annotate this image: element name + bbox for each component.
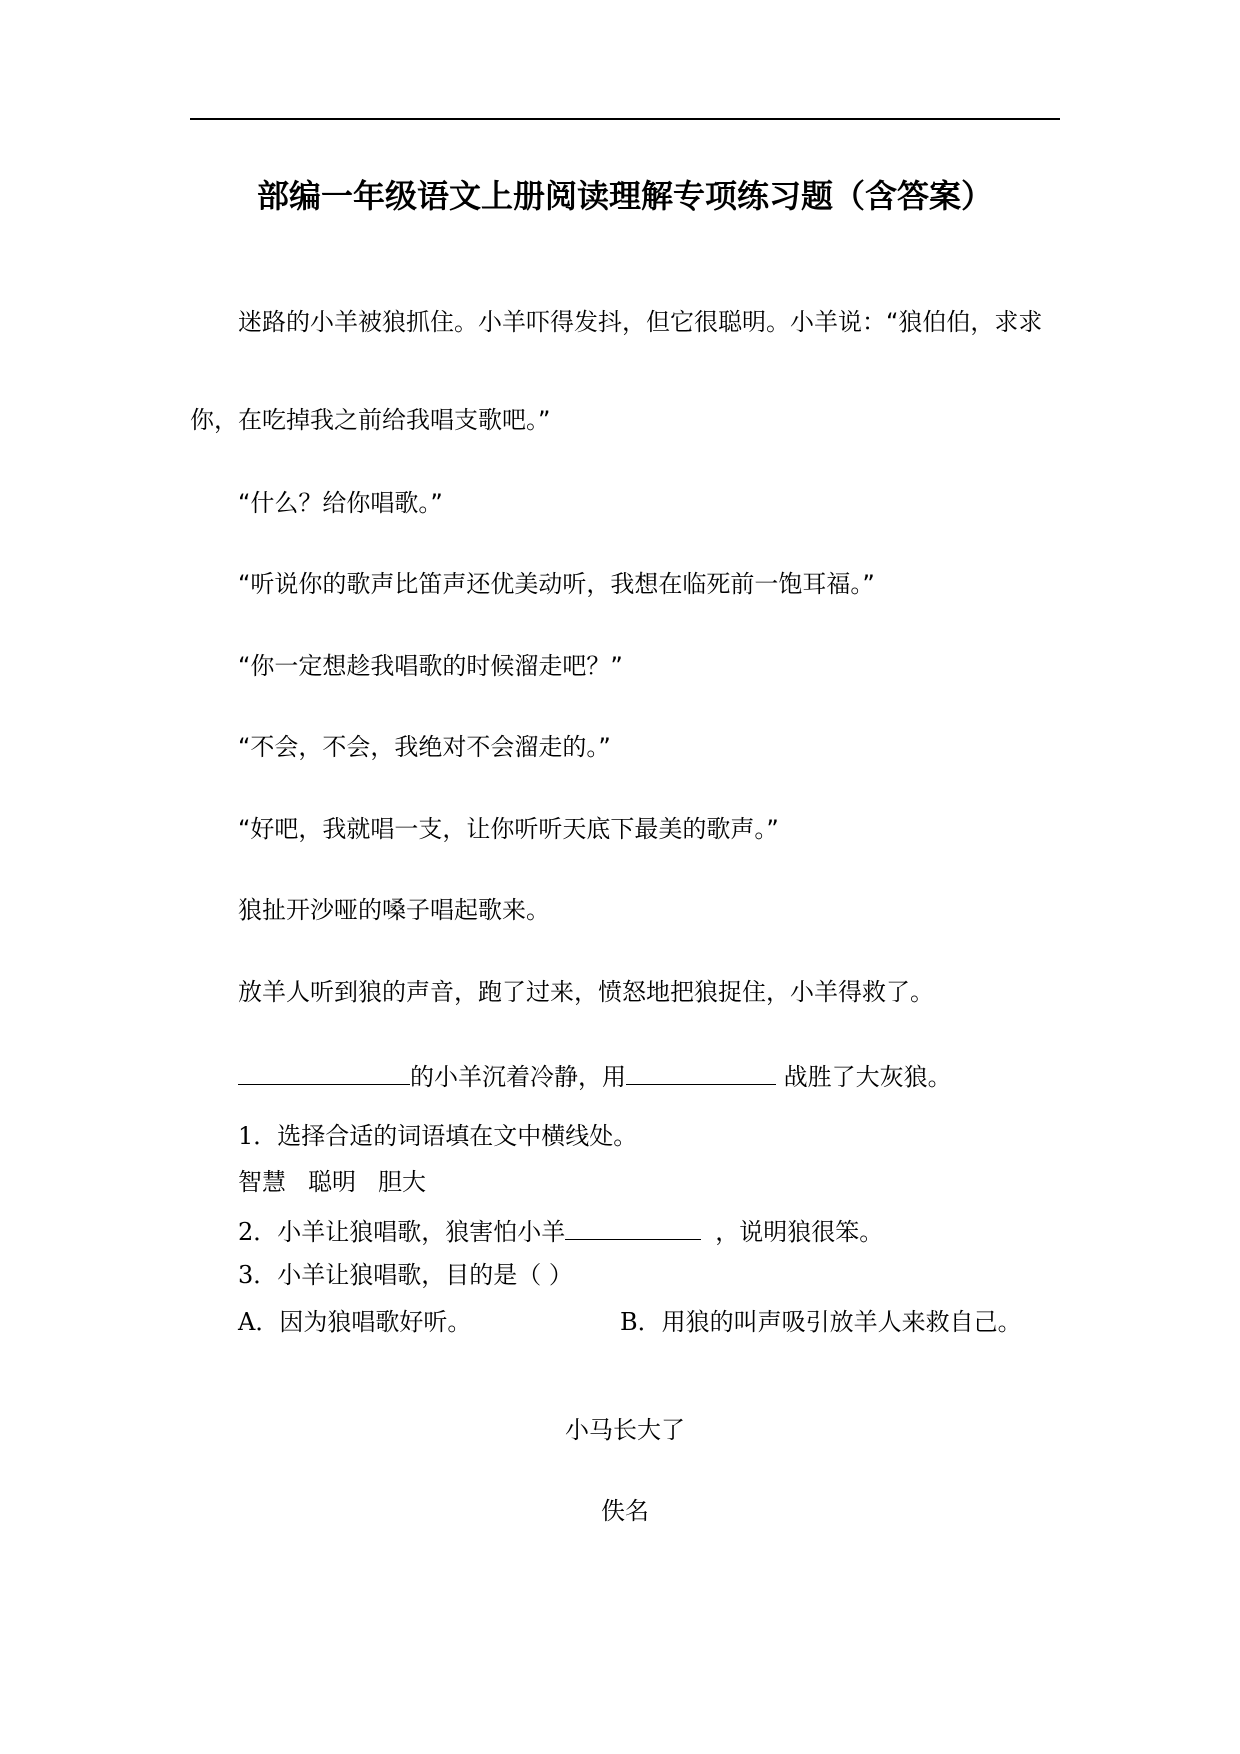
question-3-option-a[interactable]: A．因为狼唱歌好听。	[238, 1308, 472, 1336]
question-2-text-2: ，说明狼很笨。	[715, 1218, 884, 1246]
option-word-2: 聪明	[308, 1168, 356, 1196]
passage-2-author: 佚名	[601, 1497, 649, 1525]
passage-paragraph-2: “什么？给你唱歌。”	[238, 489, 443, 517]
question-2-text-1: 2．小羊让狼唱歌，狼害怕小羊	[238, 1218, 566, 1246]
passage-paragraph-8: 放羊人听到狼的声音，跑了过来，愤怒地把狼捉住，小羊得救了。	[238, 978, 934, 1006]
question-1: 1．选择合适的词语填在文中横线处。	[238, 1122, 638, 1150]
passage-paragraph-1-line-1: 迷路的小羊被狼抓住。小羊吓得发抖，但它很聪明。小羊说：“狼伯伯，求求	[238, 308, 1043, 336]
answer-blank-1[interactable]	[238, 1058, 410, 1085]
answer-blank-3[interactable]	[565, 1213, 701, 1240]
passage-paragraph-4: “你一定想趁我唱歌的时候溜走吧？”	[238, 652, 623, 680]
fill-in-text-1: 的小羊沉着冷静，用	[410, 1063, 626, 1091]
passage-paragraph-7: 狼扯开沙哑的嗓子唱起歌来。	[238, 896, 550, 924]
question-3: 3．小羊让狼唱歌，目的是（ ）	[238, 1261, 573, 1289]
passage-paragraph-5: “不会，不会，我绝对不会溜走的。”	[238, 733, 611, 761]
fill-in-text-2: 战胜了大灰狼。	[776, 1063, 952, 1091]
document-title: 部编一年级语文上册阅读理解专项练习题（含答案）	[256, 177, 993, 215]
question-2	[238, 1213, 883, 1248]
header-rule	[190, 118, 1060, 120]
option-word-3: 胆大	[378, 1168, 426, 1196]
question-1-options	[238, 1166, 448, 1198]
question-3-option-b[interactable]: B．用狼的叫声吸引放羊人来救自己。	[620, 1308, 1022, 1336]
passage-paragraph-3: “听说你的歌声比笛声还优美动听，我想在临死前一饱耳福。”	[238, 570, 875, 598]
option-word-1: 智慧	[238, 1168, 286, 1196]
passage-2-title: 小马长大了	[565, 1416, 685, 1444]
passage-paragraph-6: “好吧，我就唱一支，让你听听天底下最美的歌声。”	[238, 815, 779, 843]
passage-paragraph-1-line-2: 你，在吃掉我之前给我唱支歌吧。”	[190, 406, 551, 434]
fill-in-sentence	[238, 1058, 952, 1093]
answer-blank-2[interactable]	[626, 1058, 776, 1085]
